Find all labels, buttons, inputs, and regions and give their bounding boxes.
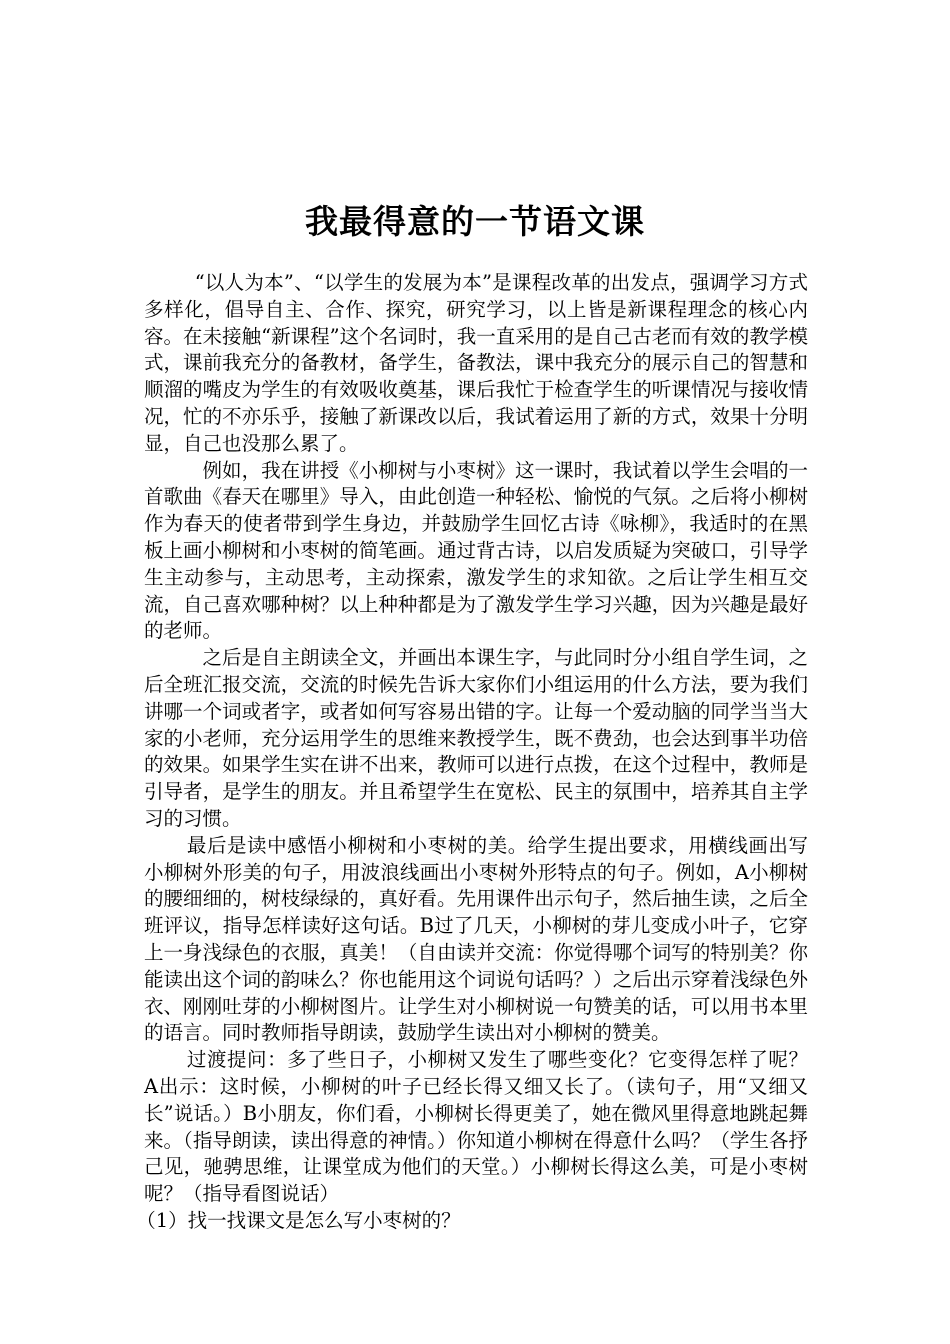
paragraph-self-study: 之后是自主朗读全文，并画出本课生字，与此同时分小组自学生词，之后全班汇报交流，交流的时候先告诉大家你们小组运用的什么方法，要为我们讲哪一个词或者字，或者如何写容易出错的字。让每一个爱动脑的同学当当大家的小老师，充分运用学生的思维来教授学生，既不费劲，也会达到事半功倍的效果。如果学生实在讲不出来，教师可以进行点拨，在这个过程中，教师是引导者，是学生的朋友。并且希望学生在宽松、民主的氛围中，培养其自主学习的习惯。: [144, 646, 808, 830]
document-title: 我最得意的一节语文课: [305, 202, 645, 242]
paragraph-question-1: （1）找一找课文是怎么写小枣树的？: [136, 1208, 461, 1232]
document-body: [136, 270, 808, 1235]
paragraph-transition: 过渡提问：多了些日子，小柳树又发生了哪些变化？它变得怎样了呢？ A出示：这时候，小柳树的叶子已经长得又细又长了。（读句子，用“又细又长”说话。）B小朋友，你们看，小柳树长得更美了，她在微风里得意地跳起舞来。（指导朗读，读出得意的神情。）你知道小柳树在得意什么吗？（学生各抒己见，驰骋思维，让课堂成为他们的天堂。）小柳树长得这么美，可是小枣树呢？（指导看图说话）: [144, 1048, 808, 1206]
paragraph-example: 例如，我在讲授《小柳树与小枣树》这一课时，我试着以学生会唱的一首歌曲《春天在哪里》导入，由此创造一种轻松、愉悦的气氛。之后将小柳树作为春天的使者带到学生身边，并鼓励学生回忆古诗《咏柳》，我适时的在黑板上画小柳树和小枣树的简笔画。通过背古诗，以启发质疑为突破口，引导学生主动参与，主动思考，主动探索，激发学生的求知欲。之后让学生相互交流，自己喜欢哪种树？以上种种都是为了激发学生学习兴趣，因为兴趣是最好的老师。: [144, 458, 808, 643]
paragraph-intro: “以人为本”、“以学生的发展为本”是课程改革的出发点，强调学习方式多样化，倡导自主、合作、探究，研究学习，以上皆是新课程理念的核心内容。在未接触“新课程”这个名词时，我一直采用的是自己古老而有效的教学模式，课前我充分的备教材，备学生，备教法，课中我充分的展示自己的智慧和顺溜的嘴皮为学生的有效吸收奠基，课后我忙于检查学生的听课情况与接收情况，忙的不亦乐乎，接触了新课改以后，我试着运用了新的方式，效果十分明显，自己也没那么累了。: [144, 271, 808, 455]
paragraph-reading: 最后是读中感悟小柳树和小枣树的美。给学生提出要求，用横线画出写小柳树外形美的句子，用波浪线画出小枣树外形特点的句子。例如，A小柳树的腰细细的，树枝绿绿的，真好看。先用课件出示句子，然后抽生读，之后全班评议，指导怎样读好这句话。B过了几天，小柳树的芽儿变成小叶子，它穿上一身浅绿色的衣服，真美！（自由读并交流：你觉得哪个词写的特别美？你能读出这个词的韵味么？你也能用这个词说句话吗？）之后出示穿着浅绿色外衣、刚刚吐芽的小柳树图片。让学生对小柳树说一句赞美的话，可以用书本里的语言。同时教师指导朗读，鼓励学生读出对小柳树的赞美。: [144, 833, 808, 1045]
